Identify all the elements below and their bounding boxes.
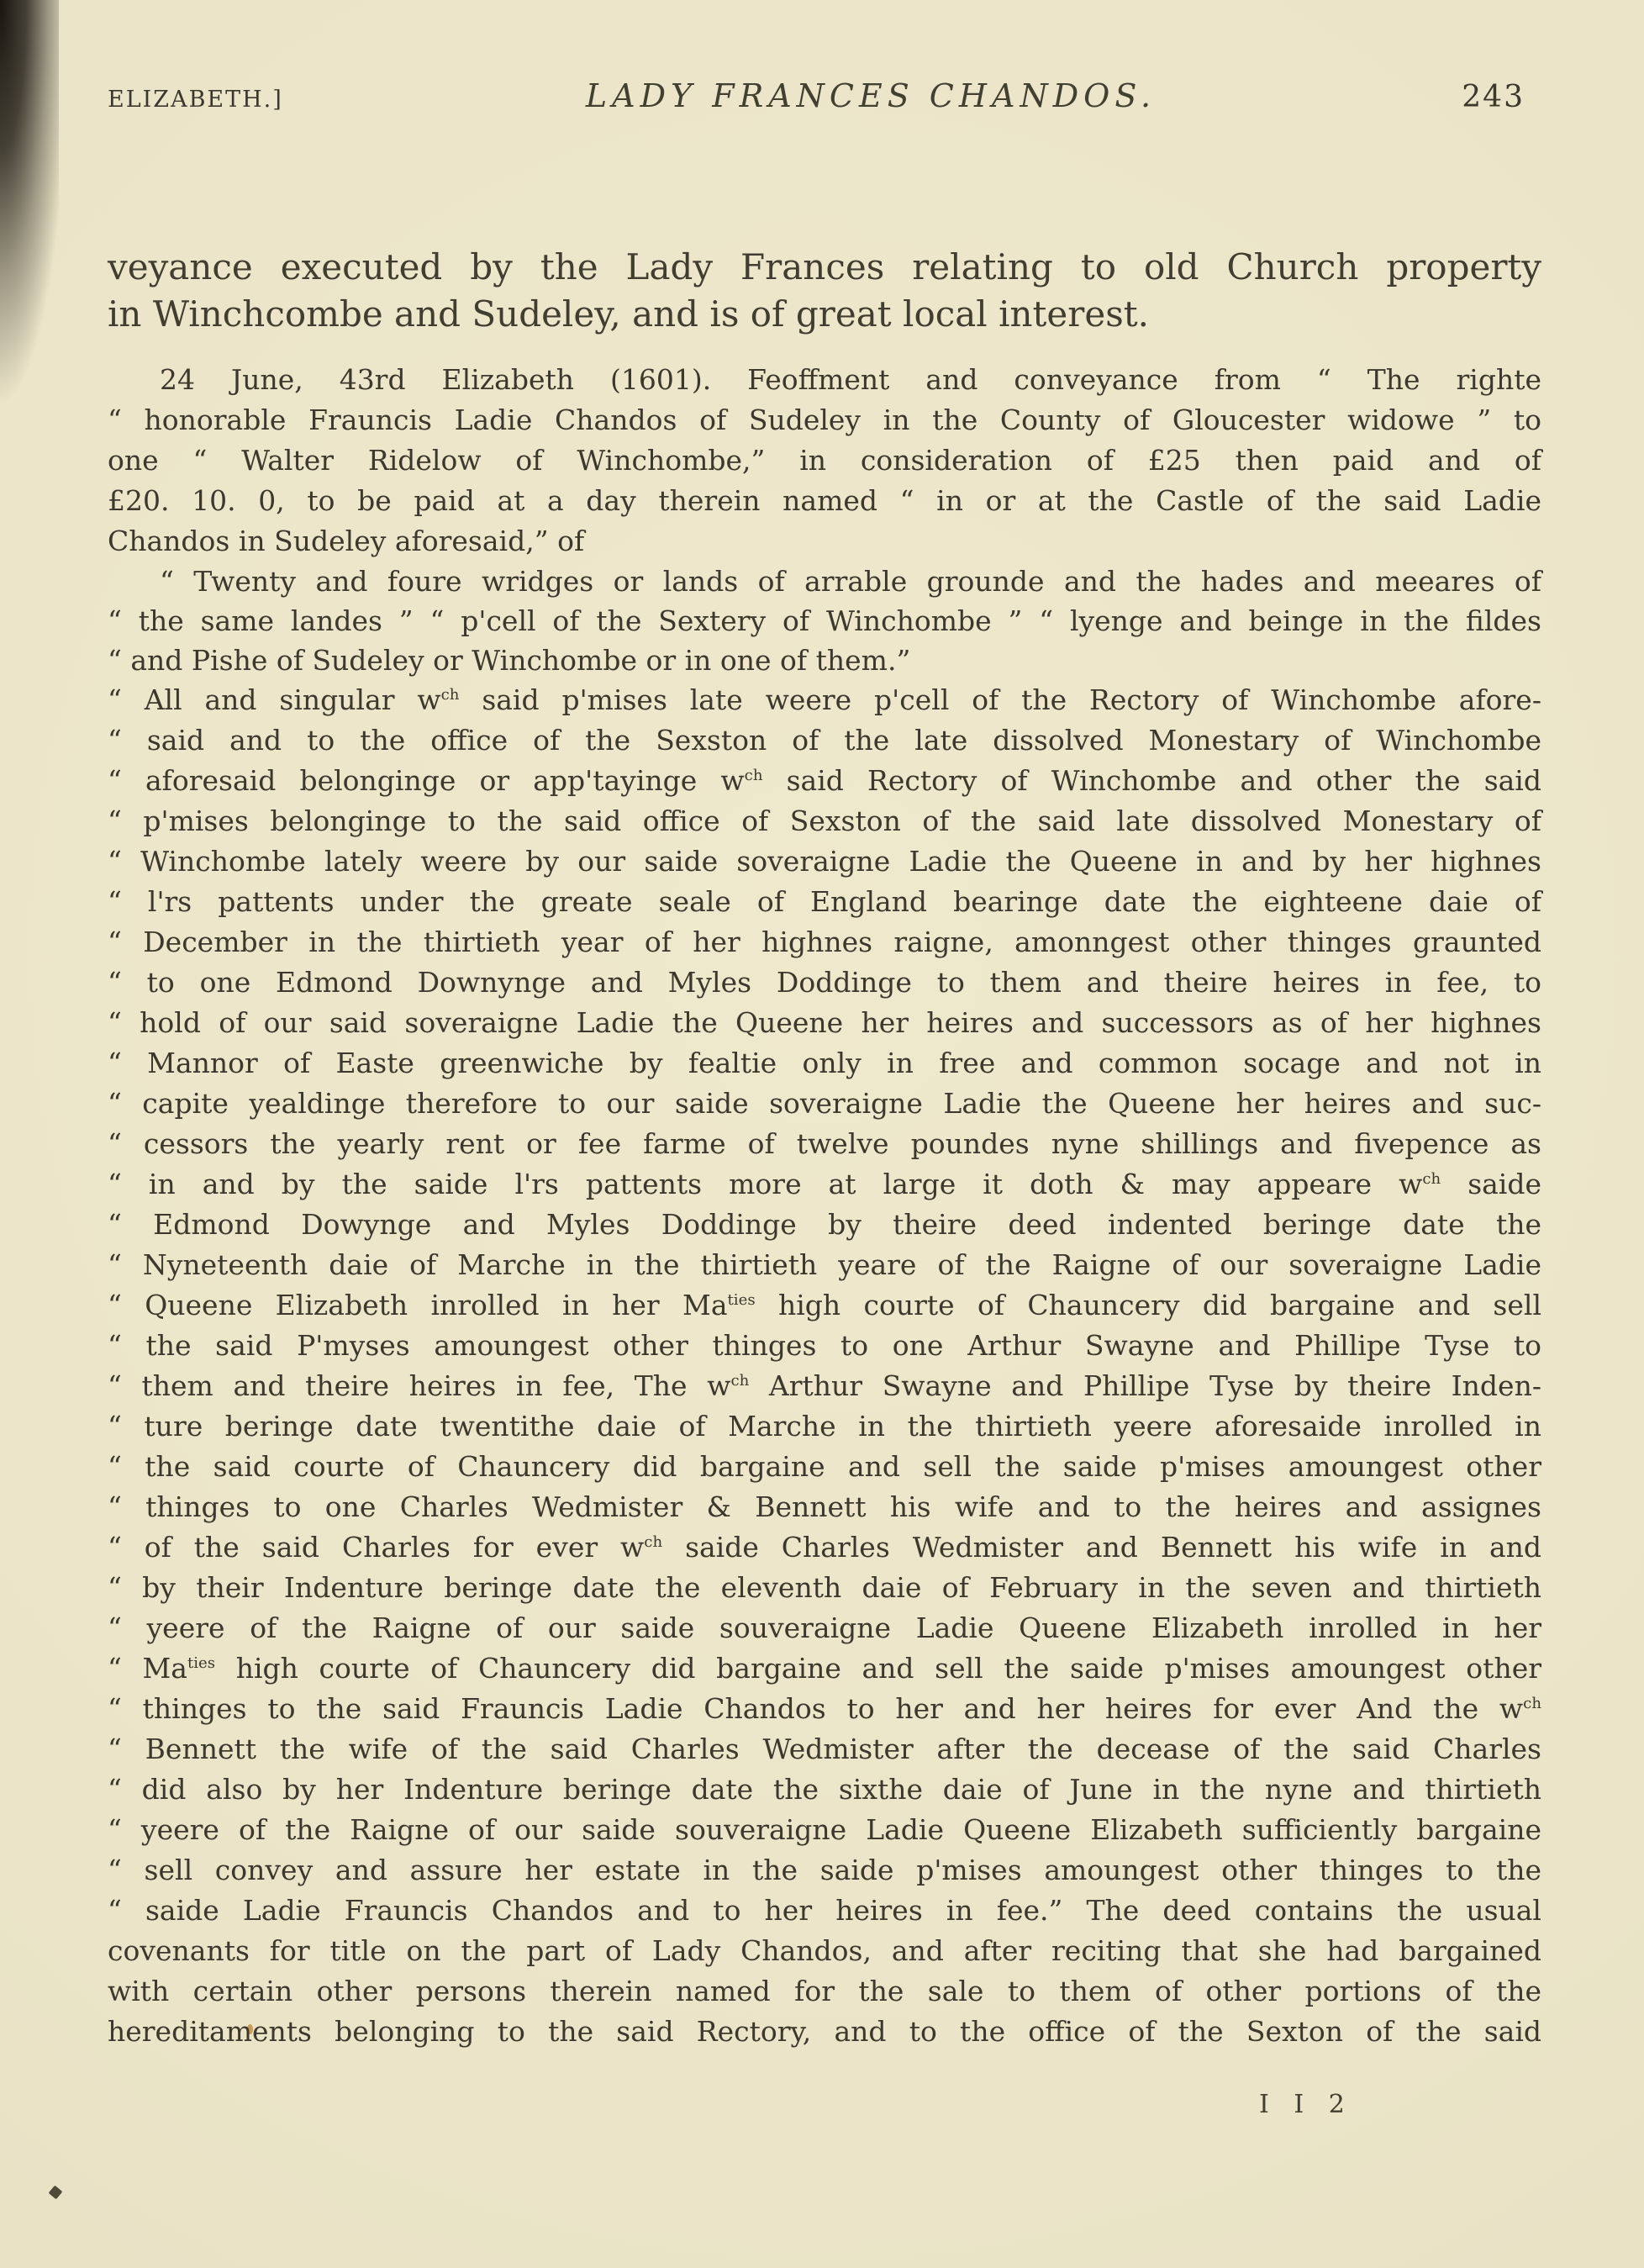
text-line: “ in and by the saide l'rs pattents more at large it doth & may appeare $w^{ch}$ saide [108,1168,1542,1200]
intro-paragraph [108,244,1541,338]
text-line: “ capite yealdinge therefore to our saide soveraigne Ladie the Queene her heires and suc- [108,1087,1541,1120]
text-line: “ Bennett the wife of the said Charles Wedmister after the decease of the said Charles [108,1733,1541,1765]
body-text [108,244,1541,2052]
text-line: “ sell convey and assure her estate in the saide p'mises amoungest other thinges to the [108,1854,1541,1886]
text-line: “ saide Ladie Frauncis Chandos and to her heires in fee.” The deed contains the usual [108,1894,1541,1927]
page-title: LADY FRANCES CHANDOS. [585,77,1157,114]
text-line: “ and Pishe of Sudeley or Winchombe or in one of them.” [108,644,911,677]
text-line: “ honorable Frauncis Ladie Chandos of Sudeley in the County of Gloucester widowe ” to [108,403,1541,436]
text-line: “ l'rs pattents under the greate seale of England bearinge date the eighteene daie of [108,885,1541,918]
header-section-label: ELIZABETH.] [108,87,283,113]
text-line: “ yeere of the Raigne of our saide souveraigne Ladie Queene Elizabeth inrolled in her [108,1611,1541,1644]
text-line: “ said and to the office of the Sexston of the late dissolved Monestary of Winchombe [108,724,1541,757]
text-line: “ p'mises belonginge to the said office of Sexston of the said late dissolved Monestary of [108,804,1541,837]
text-line: in Winchcombe and Sudeley, and is of great local interest. [108,293,1149,335]
text-line: “ Nyneteenth daie of Marche in the thirtieth yeare of the Raigne of our soveraigne Ladie [108,1248,1541,1281]
text-line: “ the said P'myses amoungest other thinges to one Arthur Swayne and Phillipe Tyse to [108,1329,1541,1362]
text-line: “ All and singular $w^{ch}$ said p'mises late weere p'cell of the Rectory of Winchombe afore- [108,683,1541,716]
page-number: 243 [1462,80,1525,114]
text-line: “ them and theire heires in fee, The $w^{ch}$ Arthur Swayne and Phillipe Tyse by theire Inden- [108,1369,1541,1402]
grant-paragraph [108,562,1541,680]
text-line: “ Winchombe lately weere by our saide soveraigne Ladie the Queene in and by her highnes [108,845,1541,878]
text-line: “ Twenty and foure wridges or lands of arrable grounde and the hades and meeares of [160,565,1541,598]
text-line: “ did also by her Indenture beringe date the sixthe daie of June in the nyne and thirtieth [108,1773,1541,1806]
text-line: “ by their Indenture beringe date the eleventh daie of February in the seven and thirtieth [108,1571,1541,1604]
text-line: “ the said courte of Chauncery did bargaine and sell the saide p'mises amoungest other [108,1450,1541,1483]
text-line: “ Queene Elizabeth inrolled in her $Ma^{ties}$ high courte of Chauncery did bargaine and sell [108,1289,1541,1321]
text-line: “ $Ma^{ties}$ high courte of Chauncery did bargaine and sell the saide p'mises amoungest other [108,1652,1541,1685]
text-line: “ thinges to one Charles Wedmister & Bennett his wife and to the heires and assignes [108,1490,1541,1523]
text-line: 24 June, 43rd Elizabeth (1601). Feoffment and conveyance from “ The righte [160,363,1541,396]
text-line: £20. 10. 0, to be paid at a day therein named “ in or at the Castle of the said Ladie [108,484,1541,517]
text-line: one “ Walter Ridelow of Winchombe,” in consideration of £25 then paid and of [108,444,1541,477]
text-line: “ December in the thirtieth year of her highnes raigne, amonngest other thinges graunted [108,926,1541,958]
text-line: veyance executed by the Lady Frances relating to old Church property [108,246,1541,287]
scan-speck [49,2186,63,2200]
text-line: “ ture beringe date twentithe daie of Marche in the thirtieth yeere aforesaide inrolled in [108,1410,1541,1443]
scan-gutter-shadow [0,0,59,504]
text-line: “ cessors the yearly rent or fee farme of twelve poundes nyne shillings and fivepence as [108,1127,1541,1160]
text-line: “ hold of our said soveraigne Ladie the Queene her heires and successors as of her highnes [108,1006,1541,1039]
text-line: “ Edmond Dowynge and Myles Doddinge by theire deed indented beringe date the [108,1208,1541,1241]
text-line: “ to one Edmond Downynge and Myles Doddinge to them and theire heires in fee, to [108,966,1541,999]
text-line: “ thinges to the said Frauncis Ladie Chandos to her and her heires for ever And the $w^{ch}$ [108,1692,1541,1725]
deed-block-paragraph [108,680,1541,2052]
text-line: “ of the said Charles for ever $w^{ch}$ saide Charles Wedmister and Bennett his wife in and [108,1531,1541,1564]
running-header [108,77,1541,118]
text-line: “ the same landes ” “ p'cell of the Sextery of Winchombe ” “ lyenge and beinge in the fildes [108,604,1541,637]
text-line: “ yeere of the Raigne of our saide souveraigne Ladie Queene Elizabeth sufficiently bargaine [108,1813,1541,1846]
text-line: Chandos in Sudeley aforesaid,” of [108,525,585,557]
page-content [108,77,1541,2052]
text-line: hereditaments belonging to the said Rectory, and to the office of the Sexton of the said [108,2015,1541,2048]
text-line: covenants for title on the part of Lady Chandos, and after reciting that she had bargained [108,1934,1541,1967]
text-line: “ Mannor of Easte greenwiche by fealtie only in free and common socage and not in [108,1047,1541,1079]
feoffment-paragraph [108,360,1541,562]
text-line: “ aforesaid belonginge or app'tayinge $w^{ch}$ said Rectory of Winchombe and other the said [108,764,1541,797]
printer-signature: I I 2 [1259,2090,1353,2119]
text-line: with certain other persons therein named for the sale to them of other portions of the [108,1975,1541,2007]
